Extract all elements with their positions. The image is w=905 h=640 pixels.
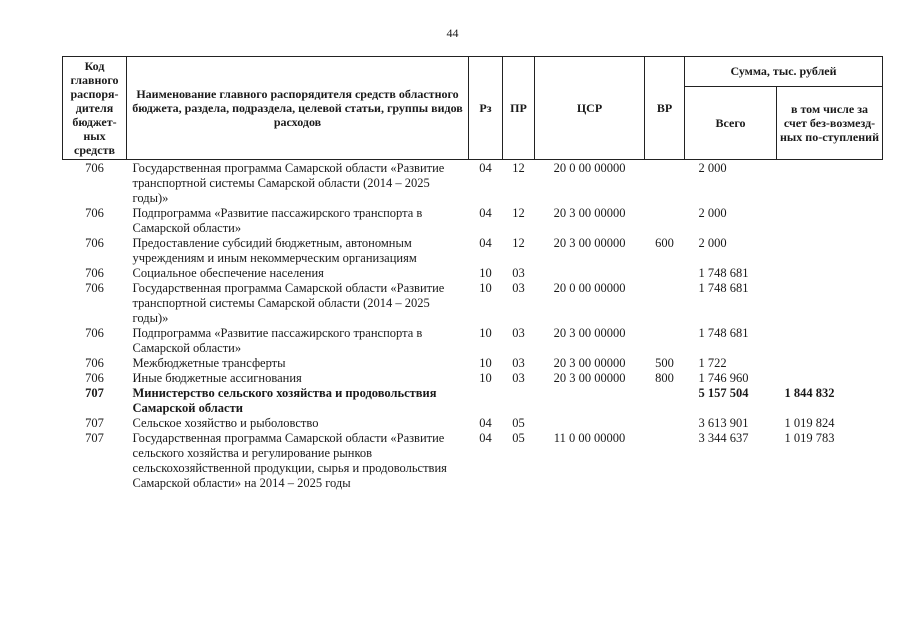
table-row [63, 416, 883, 431]
cell-free: 1 844 832 [784, 386, 835, 400]
table-body [63, 160, 883, 492]
cell-vr [645, 386, 685, 416]
table-row [63, 266, 883, 281]
cell-name: Государственная программа Самарской области «Развитие сельского хозяйства и регулирование рынков сельскохозяйственной продукции, сырья и продовольствия Самарской области» на 2014 – 2025 годы [132, 431, 447, 490]
cell-code: 706 [85, 206, 104, 220]
cell-csr: 11 0 00 00000 [553, 431, 626, 445]
cell-name: Подпрограмма «Развитие пассажирского транспорта в Самарской области» [132, 206, 423, 235]
table-row [63, 431, 883, 491]
cell-free [777, 236, 883, 266]
cell-vr [645, 206, 685, 236]
cell-vr [645, 281, 685, 326]
cell-rz [469, 386, 503, 416]
table-row [63, 206, 883, 236]
header-pr: ПР [503, 57, 535, 160]
cell-code: 706 [85, 356, 104, 370]
cell-free [777, 281, 883, 326]
cell-free: 1 019 783 [784, 431, 835, 445]
cell-total: 1 748 681 [698, 326, 749, 340]
cell-pr: 03 [512, 266, 525, 280]
cell-code: 706 [85, 281, 104, 295]
budget-table [62, 56, 883, 491]
cell-code: 707 [85, 386, 104, 400]
table-row [63, 326, 883, 356]
cell-csr [535, 416, 645, 431]
cell-pr: 03 [512, 326, 525, 340]
cell-csr: 20 3 00 00000 [553, 236, 626, 250]
cell-code: 706 [85, 371, 104, 385]
cell-free [777, 371, 883, 386]
header-total: Всего [685, 86, 777, 159]
cell-total: 2 000 [698, 236, 727, 250]
table-row [63, 356, 883, 371]
cell-rz: 10 [479, 326, 492, 340]
cell-rz: 04 [479, 161, 492, 175]
cell-pr: 12 [512, 206, 525, 220]
cell-name: Государственная программа Самарской области «Развитие транспортной системы Самарской области (2014 – 2025 годы)» [132, 161, 445, 205]
cell-total: 3 344 637 [698, 431, 749, 445]
cell-rz: 10 [479, 281, 492, 295]
cell-csr: 20 3 00 00000 [553, 356, 626, 370]
header-code: Код главного распоря-дителя бюджет-ных средств [63, 57, 127, 160]
cell-free: 1 019 824 [784, 416, 835, 430]
cell-csr: 20 0 00 00000 [553, 161, 626, 175]
cell-total: 5 157 504 [698, 386, 749, 400]
header-sum: Сумма, тыс. рублей [685, 57, 883, 87]
table-row [63, 236, 883, 266]
cell-total: 3 613 901 [698, 416, 749, 430]
cell-csr [535, 266, 645, 281]
cell-csr: 20 0 00 00000 [553, 281, 626, 295]
cell-pr: 05 [512, 431, 525, 445]
header-rz: Рз [469, 57, 503, 160]
cell-code: 707 [85, 416, 104, 430]
cell-name: Межбюджетные трансферты [132, 356, 286, 370]
cell-name: Государственная программа Самарской области «Развитие транспортной системы Самарской области (2014 – 2025 годы)» [132, 281, 445, 325]
cell-pr [503, 386, 535, 416]
header-csr: ЦСР [535, 57, 645, 160]
cell-pr: 03 [512, 371, 525, 385]
cell-name: Сельское хозяйство и рыболовство [132, 416, 319, 430]
cell-total: 1 748 681 [698, 266, 749, 280]
cell-rz: 10 [479, 371, 492, 385]
cell-name: Иные бюджетные ассигнования [132, 371, 302, 385]
cell-code: 706 [85, 236, 104, 250]
cell-vr [645, 326, 685, 356]
table-row [63, 371, 883, 386]
header-name: Наименование главного распорядителя средств областного бюджета, раздела, подраздела, целевой статьи, группы видов расходов [127, 57, 469, 160]
page-number: 44 [446, 26, 459, 40]
cell-total: 1 722 [698, 356, 727, 370]
cell-name: Социальное обеспечение населения [132, 266, 324, 280]
cell-csr: 20 3 00 00000 [553, 206, 626, 220]
table-row [63, 281, 883, 326]
cell-free [777, 356, 883, 371]
cell-vr: 800 [655, 371, 674, 385]
cell-total: 1 748 681 [698, 281, 749, 295]
cell-name: Министерство сельского хозяйства и продовольствия Самарской области [132, 386, 437, 415]
cell-free [777, 206, 883, 236]
cell-csr: 20 3 00 00000 [553, 326, 626, 340]
cell-vr [645, 160, 685, 207]
cell-csr [535, 386, 645, 416]
cell-vr [645, 416, 685, 431]
cell-pr: 03 [512, 356, 525, 370]
cell-vr [645, 431, 685, 491]
cell-rz: 04 [479, 236, 492, 250]
cell-total: 2 000 [698, 206, 727, 220]
table-row [63, 160, 883, 207]
cell-pr: 12 [512, 161, 525, 175]
cell-code: 706 [85, 161, 104, 175]
cell-total: 2 000 [698, 161, 727, 175]
cell-rz: 04 [479, 416, 492, 430]
cell-vr [645, 266, 685, 281]
cell-total: 1 746 960 [698, 371, 749, 385]
header-free: в том числе за счет без-возмезд-ных по-ступлений [777, 86, 883, 159]
cell-pr: 03 [512, 281, 525, 295]
cell-rz: 10 [479, 266, 492, 280]
cell-code: 707 [85, 431, 104, 445]
cell-pr: 05 [512, 416, 525, 430]
cell-code: 706 [85, 326, 104, 340]
cell-free [777, 266, 883, 281]
cell-rz: 04 [479, 431, 492, 445]
header-vr: ВР [645, 57, 685, 160]
cell-vr: 500 [655, 356, 674, 370]
cell-csr: 20 3 00 00000 [553, 371, 626, 385]
cell-free [777, 326, 883, 356]
cell-vr: 600 [655, 236, 674, 250]
cell-name: Предоставление субсидий бюджетным, автономным учреждениям и иным некоммерческим организациям [132, 236, 417, 265]
cell-rz: 10 [479, 356, 492, 370]
cell-name: Подпрограмма «Развитие пассажирского транспорта в Самарской области» [132, 326, 423, 355]
cell-code: 706 [85, 266, 104, 280]
cell-rz: 04 [479, 206, 492, 220]
table-header [63, 57, 883, 160]
table-row [63, 386, 883, 416]
cell-pr: 12 [512, 236, 525, 250]
cell-free [777, 160, 883, 207]
